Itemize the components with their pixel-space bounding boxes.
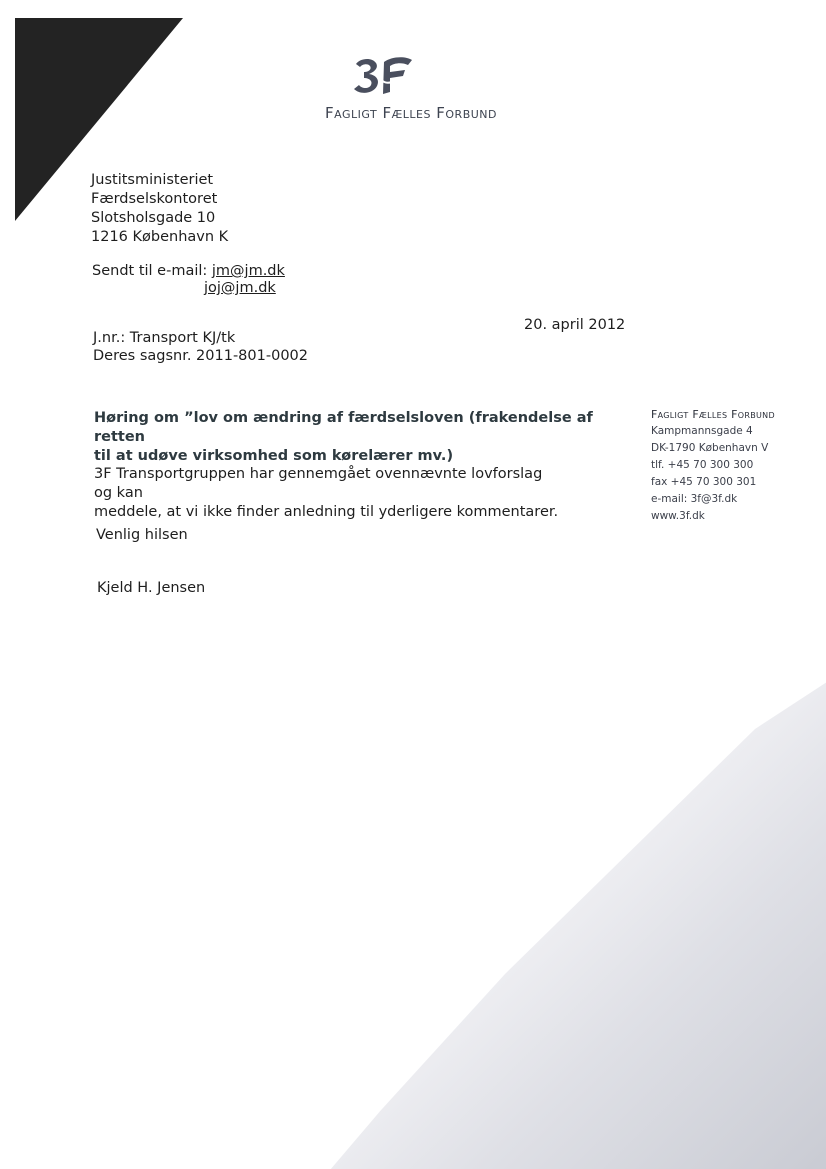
greeting: Venlig hilsen bbox=[96, 527, 188, 543]
subject-line: Høring om ”lov om ændring af færdselsloven (frakendelse af retten bbox=[94, 410, 593, 445]
recipient-line: Færdselskontoret bbox=[91, 191, 218, 207]
sidebar-line: fax +45 70 300 301 bbox=[651, 476, 757, 488]
email-link-jm[interactable]: jm@jm.dk bbox=[211, 263, 285, 279]
reference-block bbox=[93, 329, 308, 365]
recipient-address bbox=[91, 171, 228, 247]
sidebar-org-name: Fagligt Fælles Forbund bbox=[651, 408, 775, 421]
subject-line: til at udøve virksomhed som kørelærer mv.) bbox=[94, 448, 454, 464]
signature-name: Kjeld H. Jensen bbox=[97, 580, 206, 596]
body-line: meddele, at vi ikke finder anledning til yderligere kommentarer. bbox=[94, 504, 559, 520]
subject-heading bbox=[94, 409, 614, 466]
body-line: 3F Transportgruppen har gennemgået ovennævnte lovforslag og kan bbox=[94, 466, 543, 501]
sent-to-email-second bbox=[204, 280, 276, 296]
logo-wordmark: Fagligt Fælles Forbund bbox=[324, 104, 497, 122]
recipient-line: Slotsholsgade 10 bbox=[91, 210, 216, 226]
3f-logo-icon bbox=[350, 54, 414, 98]
journal-number: J.nr.: Transport KJ/tk bbox=[93, 330, 236, 346]
sent-to-email bbox=[92, 263, 285, 280]
logo bbox=[296, 54, 526, 129]
sidebar-line: DK-1790 København V bbox=[651, 442, 769, 454]
sidebar-line: e-mail: 3f@3f.dk bbox=[651, 493, 738, 505]
recipient-line: 1216 København K bbox=[91, 229, 229, 245]
sidebar-line: tlf. +45 70 300 300 bbox=[651, 459, 754, 471]
scan-shading bbox=[330, 680, 826, 1169]
sidebar-line: Kampmannsgade 4 bbox=[651, 425, 753, 437]
sender-contact-sidebar bbox=[651, 406, 826, 525]
body-paragraph bbox=[94, 465, 564, 522]
email-link-joj[interactable]: joj@jm.dk bbox=[204, 280, 276, 296]
sent-label: Sendt til e-mail: bbox=[92, 263, 208, 279]
recipient-line: Justitsministeriet bbox=[91, 172, 214, 188]
letter-date: 20. april 2012 bbox=[524, 317, 626, 333]
case-number: Deres sagsnr. 2011-801-0002 bbox=[93, 348, 308, 364]
sidebar-line: www.3f.dk bbox=[651, 510, 705, 522]
